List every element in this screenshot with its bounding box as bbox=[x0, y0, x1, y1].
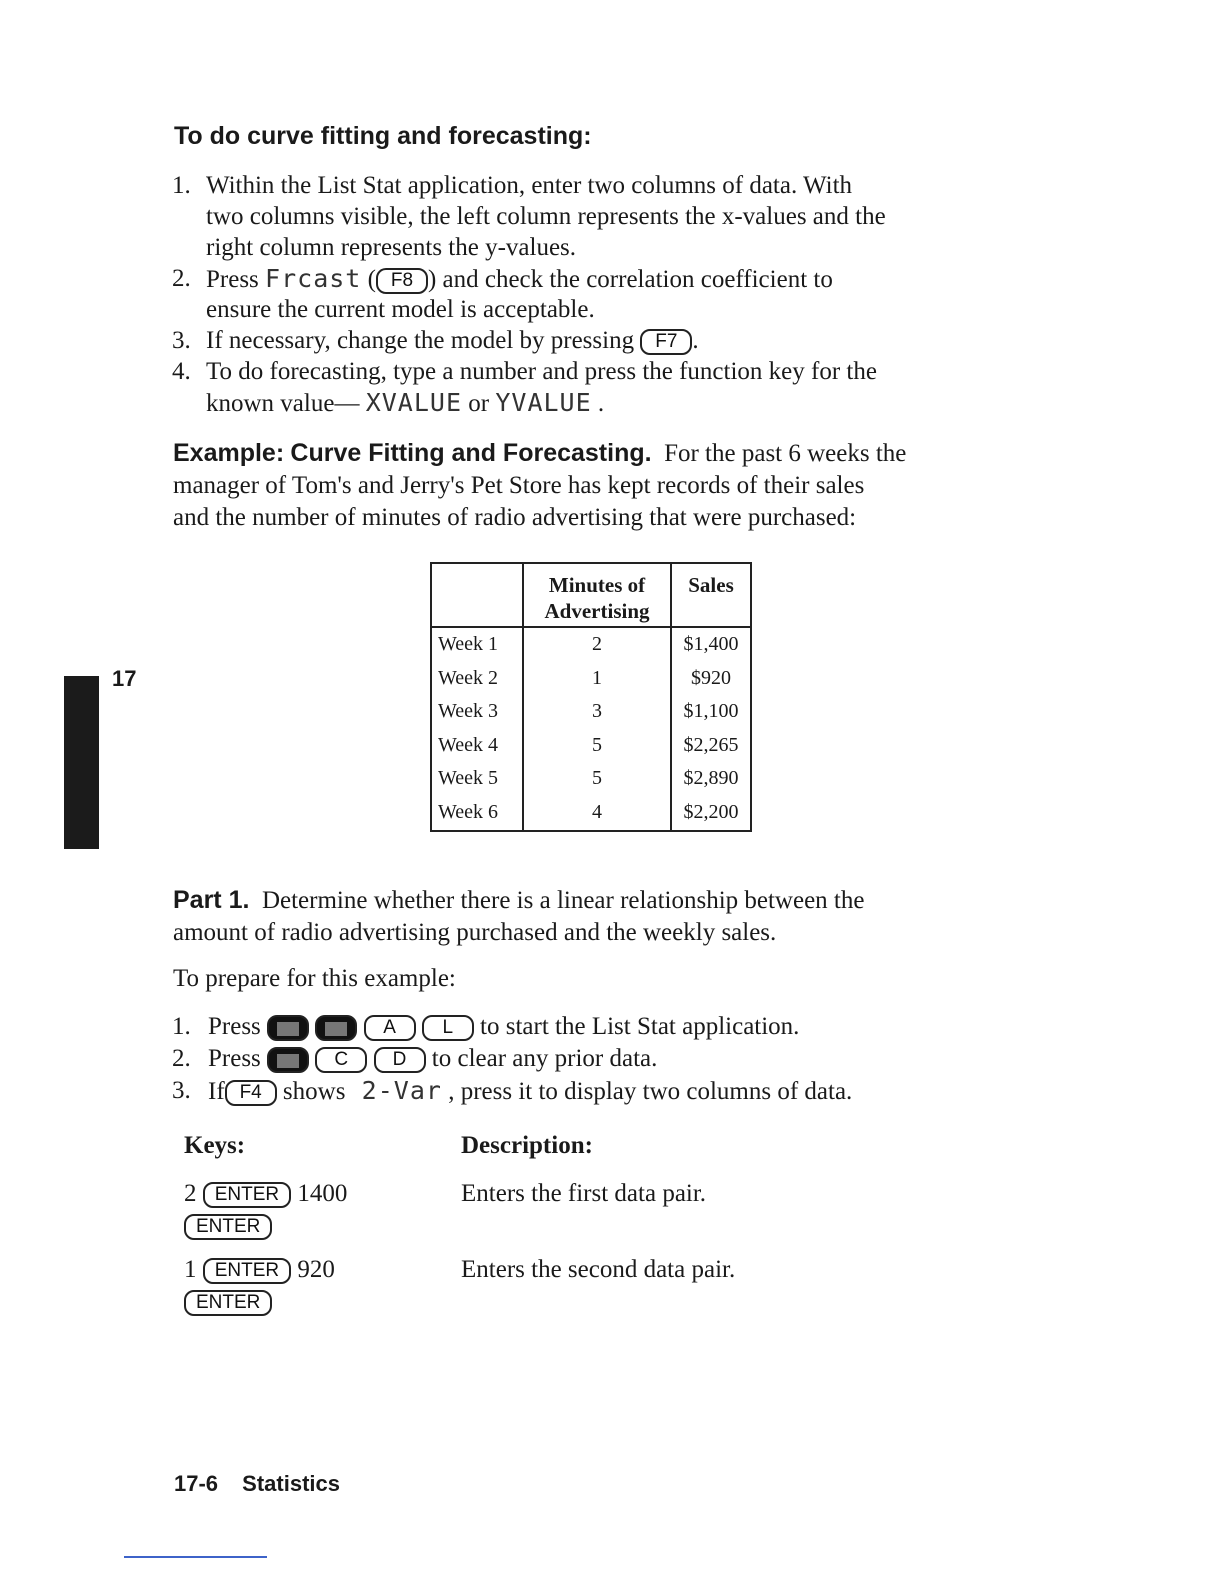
step-1-line-3 bbox=[172, 232, 1032, 263]
c-key: C bbox=[315, 1047, 367, 1073]
step-4-line-1 bbox=[172, 356, 1032, 387]
example-label: Example: bbox=[173, 439, 285, 467]
table-row bbox=[431, 729, 751, 763]
table-cell: 3 bbox=[523, 695, 671, 729]
page-footer bbox=[174, 1471, 340, 1497]
example-text: and the number of minutes of radio advertising that were purchased: bbox=[173, 504, 857, 531]
table-cell: $2,200 bbox=[671, 796, 751, 831]
example-paragraph bbox=[173, 437, 1033, 534]
step-1-line-1 bbox=[172, 170, 1032, 201]
d-key: D bbox=[374, 1047, 426, 1073]
step-text: If necessary, change the model by pressing bbox=[206, 327, 635, 354]
table-cell: $920 bbox=[671, 662, 751, 696]
page-number: 17-6 bbox=[174, 1471, 219, 1496]
l-key: L bbox=[422, 1015, 474, 1041]
prep-step-1 bbox=[172, 1011, 1052, 1043]
chapter-tab-bar bbox=[64, 676, 99, 849]
table-row bbox=[431, 627, 751, 662]
step-text: to start the List Stat application. bbox=[480, 1013, 800, 1040]
table-cell: Week 2 bbox=[431, 662, 523, 696]
description-row-1: Enters the first data pair. bbox=[461, 1180, 707, 1207]
menu-key bbox=[267, 1047, 309, 1073]
step-2-line-2 bbox=[172, 294, 1032, 325]
table-cell: Week 6 bbox=[431, 796, 523, 831]
prep-step-2 bbox=[172, 1043, 1052, 1075]
enter-key: ENTER bbox=[184, 1290, 272, 1316]
part1-label: Part 1. bbox=[173, 886, 250, 914]
table-row bbox=[431, 695, 751, 729]
step-text: or bbox=[468, 390, 490, 417]
softkey-label: YVALUE bbox=[495, 388, 592, 417]
step-number: 1. bbox=[172, 1013, 191, 1040]
f8-key: F8 bbox=[376, 268, 428, 294]
table-header-row bbox=[431, 563, 751, 627]
table-cell: $1,400 bbox=[671, 627, 751, 662]
keys-row-1 bbox=[184, 1178, 347, 1242]
scan-rule bbox=[124, 1556, 267, 1558]
softkey-label: Frcast bbox=[265, 264, 362, 293]
description-row-2: Enters the second data pair. bbox=[461, 1256, 736, 1283]
step-text: known value— bbox=[206, 390, 360, 417]
shift-key bbox=[267, 1015, 309, 1041]
step-number: 3. bbox=[172, 327, 191, 354]
step-3-line-1: 3. If necessary, change the model by pressing F7 . bbox=[172, 325, 1032, 356]
step-text: If bbox=[208, 1078, 225, 1105]
part1-text: Determine whether there is a linear relationship between the bbox=[261, 887, 865, 914]
example-text: For the past 6 weeks the bbox=[664, 440, 907, 467]
sales-table bbox=[430, 562, 752, 832]
part1-paragraph bbox=[173, 884, 1033, 949]
table-row bbox=[431, 762, 751, 796]
f4-key: F4 bbox=[225, 1080, 277, 1106]
table-cell: 1 bbox=[523, 662, 671, 696]
prep-step-3 bbox=[172, 1075, 1052, 1107]
section-heading: To do curve fitting and forecasting: bbox=[174, 122, 592, 150]
table-cell: Week 5 bbox=[431, 762, 523, 796]
key-sequence-text: 1400 bbox=[297, 1180, 348, 1207]
enter-key: ENTER bbox=[184, 1214, 272, 1240]
table-cell: 4 bbox=[523, 796, 671, 831]
step-number: 1. bbox=[172, 172, 191, 199]
example-text: manager of Tom's and Jerry's Pet Store has kept records of their sales bbox=[173, 472, 865, 499]
table-cell: 5 bbox=[523, 762, 671, 796]
chapter-number: 17 bbox=[112, 666, 137, 691]
step-number: 2. bbox=[172, 1045, 191, 1072]
keys-header: Keys: bbox=[184, 1132, 246, 1159]
table-cell: 5 bbox=[523, 729, 671, 763]
step-text: Within the List Stat application, enter two columns of data. With bbox=[206, 172, 853, 199]
prep-steps bbox=[172, 1011, 1052, 1107]
softkey-label: 2-Var bbox=[361, 1076, 442, 1105]
table-row bbox=[431, 796, 751, 831]
menu-key bbox=[315, 1015, 357, 1041]
keys-row-2 bbox=[184, 1254, 335, 1318]
step-1-line-2 bbox=[172, 201, 1032, 232]
table-cell: $2,890 bbox=[671, 762, 751, 796]
table-cell: Week 4 bbox=[431, 729, 523, 763]
table-header: Minutes of Advertising bbox=[523, 563, 671, 627]
table-cell: $2,265 bbox=[671, 729, 751, 763]
table-header: Sales bbox=[671, 563, 751, 627]
part1-line-1 bbox=[173, 884, 1033, 917]
table-header bbox=[431, 563, 523, 627]
step-2-line-1: 2. Press Frcast ( F8 ) and check the correlation coefficient to bbox=[172, 264, 833, 293]
chapter-title: Statistics bbox=[242, 1471, 340, 1496]
step-text: shows bbox=[282, 1078, 346, 1105]
table-row bbox=[431, 662, 751, 696]
steps-list bbox=[172, 170, 1032, 418]
key-sequence-text: 1 bbox=[184, 1256, 197, 1283]
step-text: to clear any prior data. bbox=[431, 1045, 658, 1072]
table-cell: Week 3 bbox=[431, 695, 523, 729]
table-cell: 2 bbox=[523, 627, 671, 662]
step-number: 3. bbox=[172, 1077, 191, 1104]
step-number: 2. bbox=[172, 265, 191, 292]
example-line-1 bbox=[173, 437, 1033, 470]
step-text: Press bbox=[208, 1013, 261, 1040]
step-text: and check the correlation coefficient to bbox=[442, 266, 833, 293]
step-text: right column represents the y-values. bbox=[206, 234, 577, 261]
step-text: To do forecasting, type a number and press the function key for the bbox=[206, 358, 877, 385]
key-sequence-text: 2 bbox=[184, 1180, 197, 1207]
key-sequence-text: 920 bbox=[297, 1256, 335, 1283]
table-cell: $1,100 bbox=[671, 695, 751, 729]
step-4-line-2 bbox=[172, 387, 1032, 418]
example-title: Curve Fitting and Forecasting. bbox=[290, 439, 652, 467]
step-text: . bbox=[597, 390, 605, 417]
a-key: A bbox=[364, 1015, 416, 1041]
step-number: 4. bbox=[172, 358, 191, 385]
enter-key: ENTER bbox=[203, 1182, 291, 1208]
step-text: Press bbox=[208, 1045, 261, 1072]
step-text: , press it to display two columns of data. bbox=[448, 1078, 853, 1105]
part1-text: amount of radio advertising purchased and the weekly sales. bbox=[173, 919, 777, 946]
step-text: Press bbox=[206, 266, 259, 293]
step-text: two columns visible, the left column represents the x-values and the bbox=[206, 203, 886, 230]
step-text: ensure the current model is acceptable. bbox=[206, 296, 595, 323]
description-header: Description: bbox=[461, 1132, 593, 1159]
prepare-text: To prepare for this example: bbox=[173, 965, 456, 992]
enter-key: ENTER bbox=[203, 1258, 291, 1284]
table-cell: Week 1 bbox=[431, 627, 523, 662]
softkey-label: XVALUE bbox=[365, 388, 463, 417]
f7-key: F7 bbox=[640, 329, 692, 355]
